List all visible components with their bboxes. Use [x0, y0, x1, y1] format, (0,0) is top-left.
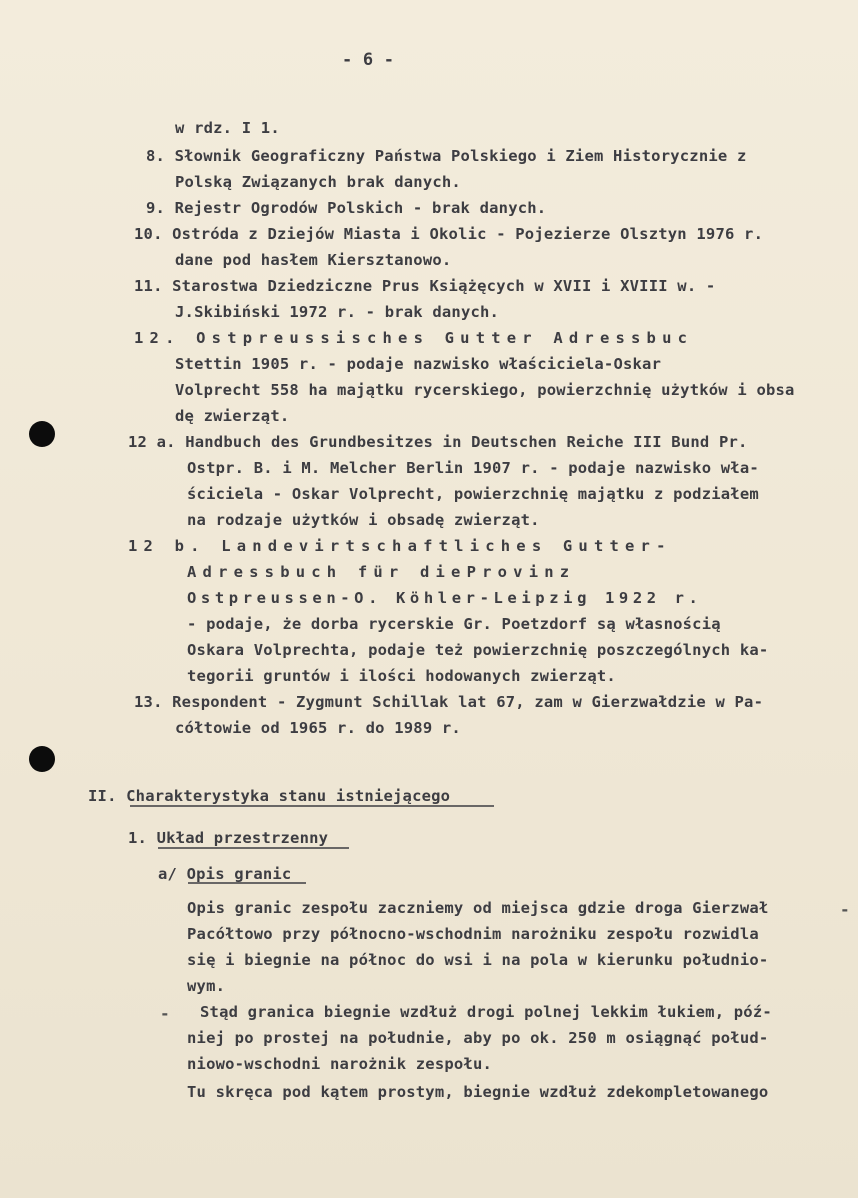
text-line: na rodzaje użytków i obsadę zwierząt. [187, 511, 540, 529]
text-line: niej po prostej na południe, aby po ok. 250 m osiągnąć połud- [187, 1029, 769, 1047]
text-line: Oskara Volprechta, podaje też powierzchnię poszczególnych ka- [187, 641, 769, 659]
text-line: Stettin 1905 r. - podaje nazwisko właściciela-Oskar [175, 355, 662, 373]
text-line: Stąd granica biegnie wzdłuż drogi polnej lekkim łukiem, póź- [200, 1003, 772, 1021]
text-line: się i biegnie na północ do wsi i na pola w kierunku południo- [187, 951, 769, 969]
text-line: Polską Związanych brak danych. [175, 173, 461, 191]
punch-hole [29, 421, 55, 447]
text-line: Pacółtowo przy północno-wschodnim narożniku zespołu rozwidla [187, 925, 759, 943]
text-line: 12 a. Handbuch des Grundbesitzes in Deutschen Reiche III Bund Pr. [128, 433, 748, 451]
text-line: 10. Ostróda z Dziejów Miasta i Okolic - Pojezierze Olsztyn 1976 r. [134, 225, 764, 243]
text-line: 9. Rejestr Ogrodów Polskich - brak danych. [146, 199, 547, 217]
text-line: niowo-wschodni narożnik zespołu. [187, 1055, 493, 1073]
page-number: - 6 - [342, 50, 395, 70]
text-line: dę zwierząt. [175, 407, 290, 425]
margin-mark: - [840, 900, 850, 919]
text-line: 12. Ostpreussisches Gutter Adressbuc [134, 329, 694, 347]
text-line: cółtowie od 1965 r. do 1989 r. [175, 719, 461, 737]
text-line: 13. Respondent - Zygmunt Schillak lat 67, zam w Gierzwałdzie w Pa- [134, 693, 764, 711]
text-line: tegorii gruntów i ilości hodowanych zwierząt. [187, 667, 616, 685]
text-line: wym. [187, 977, 226, 995]
section-heading: II. Charakterystyka stanu istniejącego [88, 787, 451, 805]
text-line: Adressbuch für dieProvinz [187, 563, 576, 581]
text-line: 11. Starostwa Dziedziczne Prus Książęcych w XVII i XVIII w. - [134, 277, 716, 295]
punch-hole [29, 746, 55, 772]
text-line: Opis granic zespołu zaczniemy od miejsca gdzie droga Gierzwał [187, 899, 769, 917]
text-line: 12 b. Landevirtschaftliches Gutter- [128, 537, 672, 555]
subsection-heading: 1. Układ przestrzenny [128, 829, 329, 847]
text-line: J.Skibiński 1972 r. - brak danych. [175, 303, 500, 321]
text-line: dane pod hasłem Kiersztanowo. [175, 251, 452, 269]
text-line: - podaje, że dorba rycerskie Gr. Poetzdorf są własnością [187, 615, 721, 633]
text-line: Volprecht 558 ha majątku rycerskiego, powierzchnię użytków i obsa [175, 381, 795, 399]
text-line: Ostpr. B. i M. Melcher Berlin 1907 r. - podaje nazwisko wła- [187, 459, 759, 477]
text-line: Tu skręca pod kątem prostym, biegnie wzdłuż zdekompletowanego [187, 1083, 769, 1101]
text-line: Ostpreussen-O. Köhler-Leipzig 1922 r. [187, 589, 703, 607]
margin-mark: - [160, 1004, 170, 1023]
text-line: w rdz. I 1. [175, 119, 280, 137]
text-line: ściciela - Oskar Volprecht, powierzchnię majątku z podziałem [187, 485, 759, 503]
text-line: 8. Słownik Geograficzny Państwa Polskiego i Ziem Historycznie z [146, 147, 747, 165]
subsection-heading: a/ Opis granic [158, 865, 292, 883]
